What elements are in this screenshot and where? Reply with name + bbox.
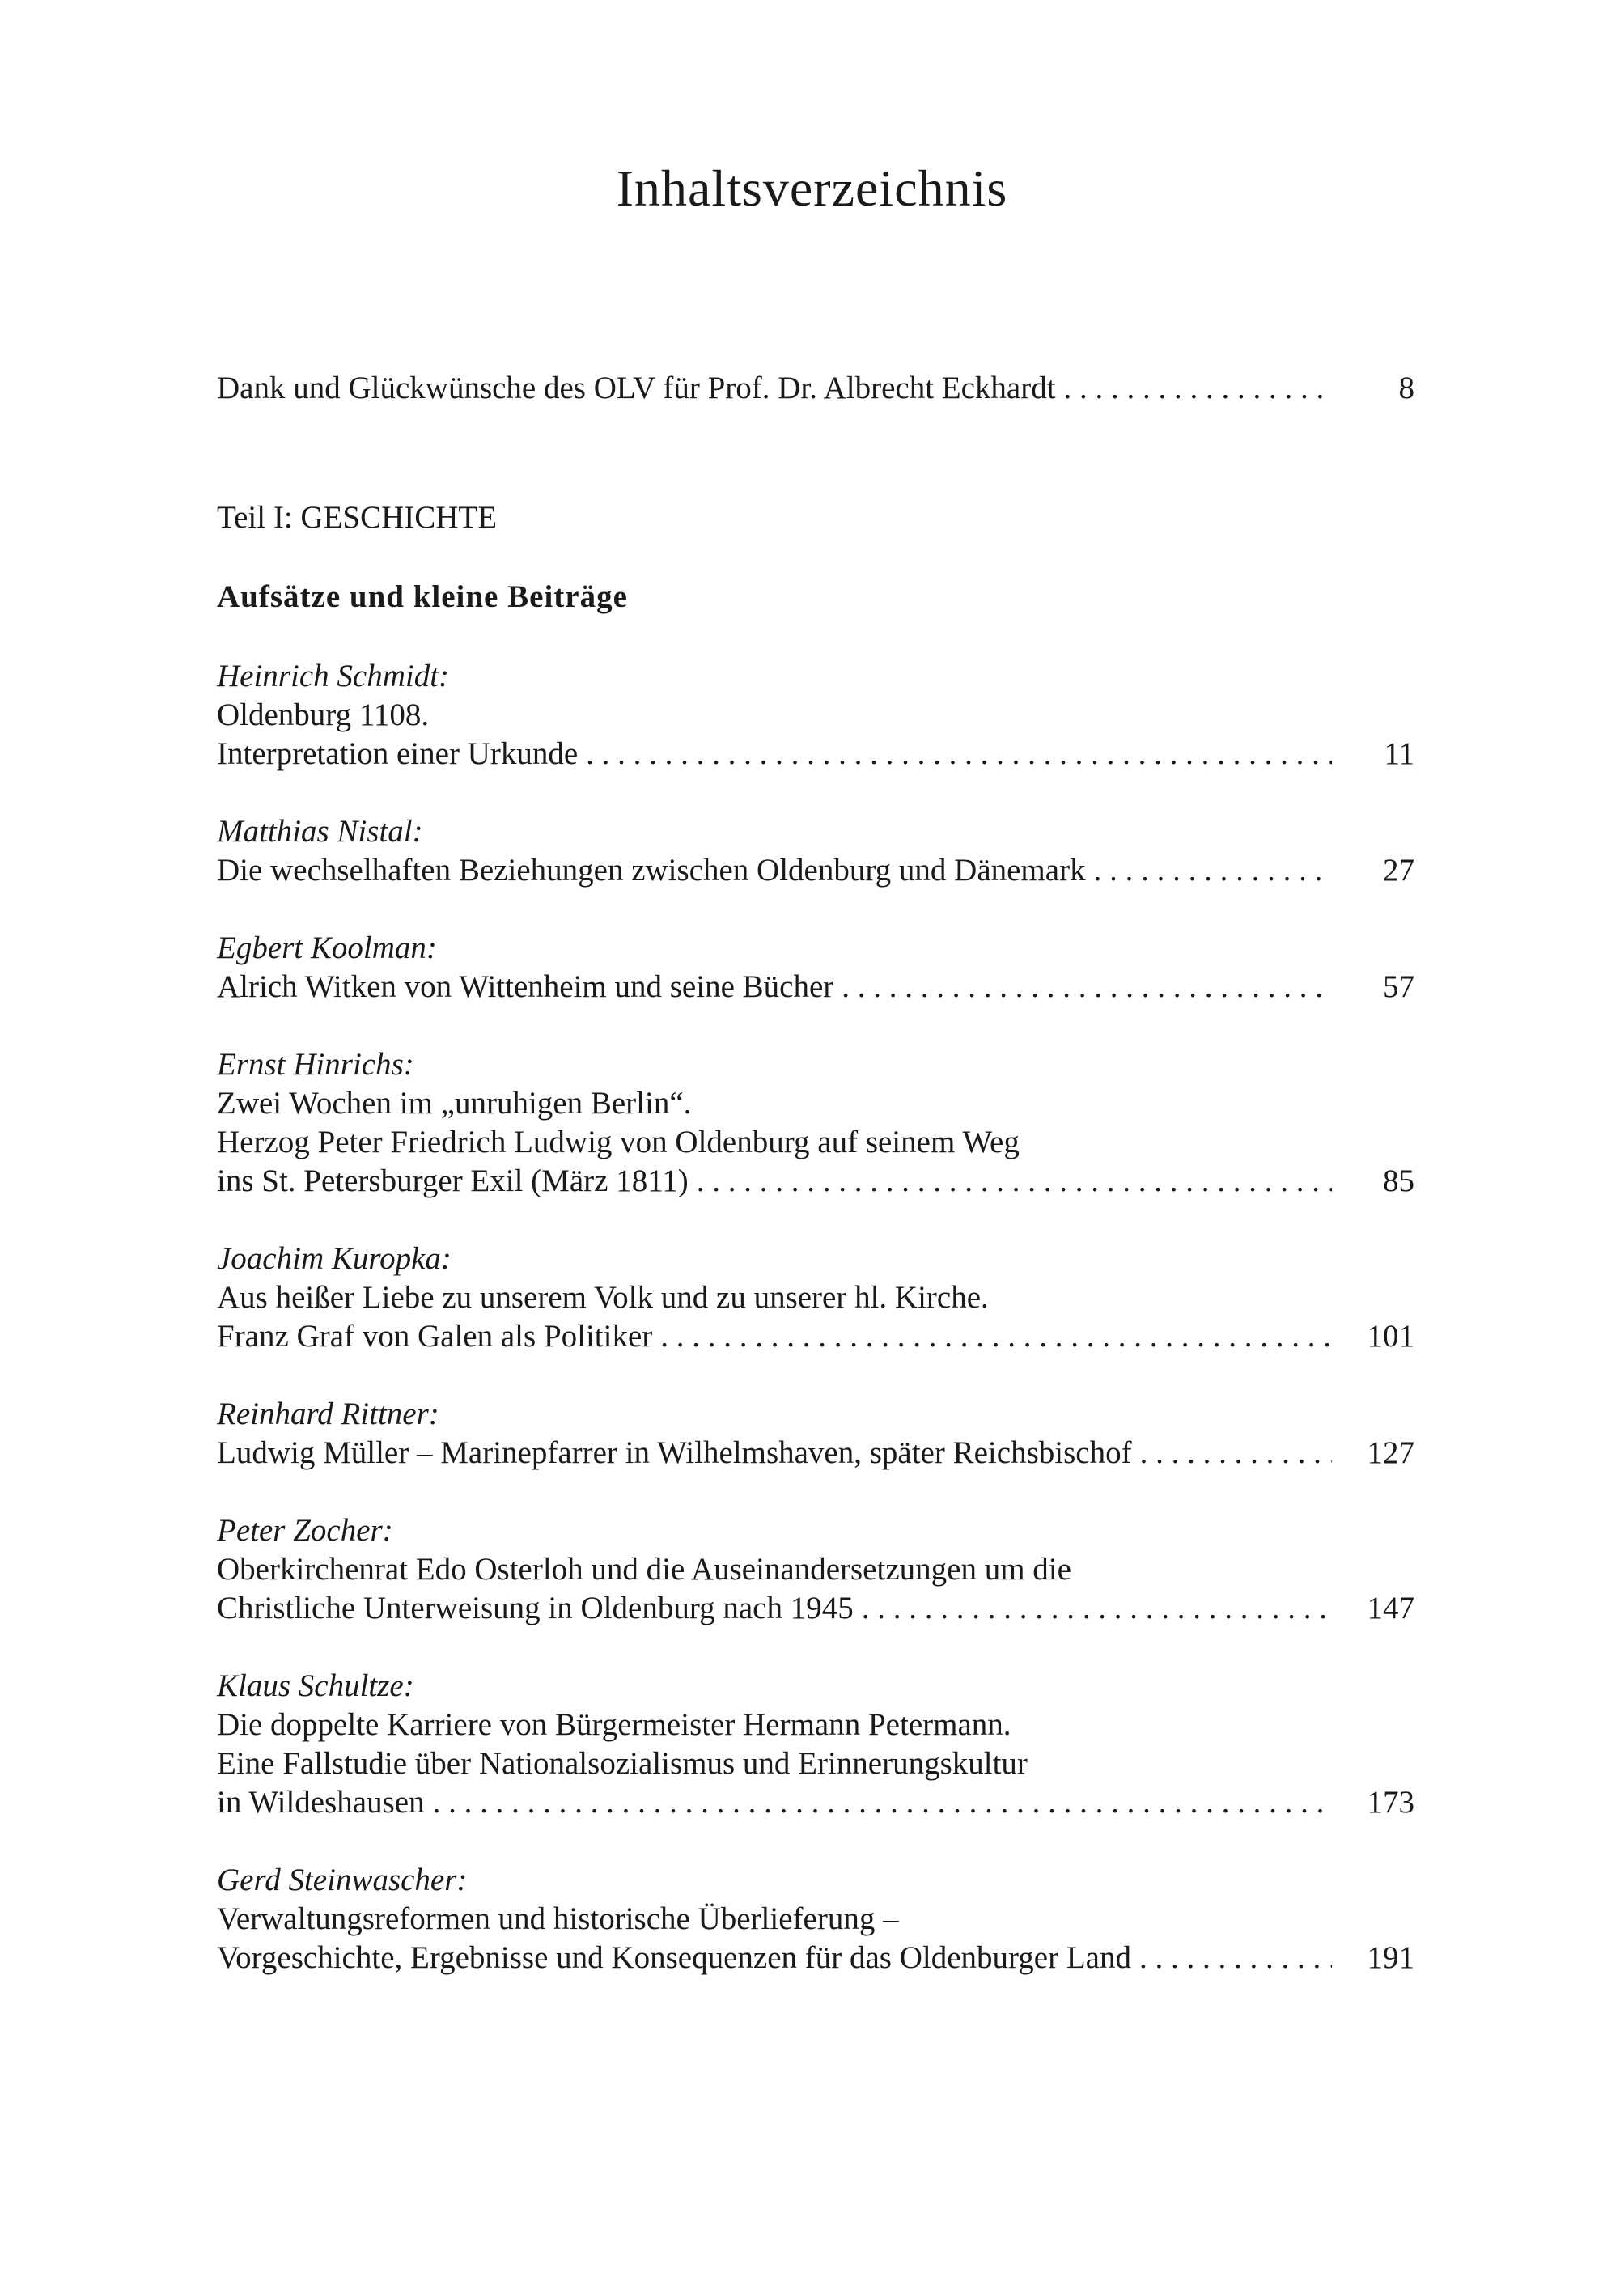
toc-title-line: Zwei Wochen im „unruhigen Berlin“. — [217, 1086, 692, 1121]
toc-title-line: Interpretation einer Urkunde — [217, 736, 579, 771]
dot-leader — [842, 968, 1332, 1007]
toc-title-line: Eine Fallstudie über Nationalsozialismus und Erinnerungskultur — [217, 1746, 1028, 1781]
toc-title-line: Oldenburg 1108. — [217, 697, 430, 732]
toc-title-line: Die doppelte Karriere von Bürgermeister Hermann Petermann. — [217, 1707, 1011, 1742]
toc-author: Egbert Koolman: — [217, 930, 437, 965]
dot-leader — [586, 735, 1332, 774]
toc-author: Matthias Nistal: — [217, 814, 423, 849]
toc-author: Reinhard Rittner: — [217, 1397, 439, 1431]
dot-leader — [433, 1783, 1332, 1822]
toc-page-number: 101 — [1367, 1319, 1414, 1354]
toc-title-line: Vorgeschichte, Ergebnisse und Konsequenzen für das Oldenburger Land — [217, 1940, 1131, 1975]
toc-page-number: 191 — [1367, 1940, 1414, 1975]
toc-page-number: 173 — [1367, 1785, 1414, 1820]
toc-page-number: 127 — [1367, 1435, 1414, 1470]
toc-author: Joachim Kuropka: — [217, 1241, 452, 1276]
toc-author: Peter Zocher: — [217, 1513, 393, 1548]
toc-author: Gerd Steinwascher: — [217, 1863, 468, 1897]
toc-author: Ernst Hinrichs: — [217, 1047, 414, 1082]
toc-title-line: Verwaltungsreformen und historische Überlieferung – — [217, 1901, 899, 1936]
toc-title-line: in Wildeshausen — [217, 1785, 425, 1820]
toc-entry — [217, 968, 1414, 1007]
part-heading: Teil I: GESCHICHTE — [217, 500, 498, 535]
toc-title-line: Franz Graf von Galen als Politiker — [217, 1319, 653, 1354]
toc-entry — [217, 1589, 1414, 1628]
toc-page-number: 57 — [1383, 969, 1414, 1004]
dot-leader — [697, 1162, 1332, 1201]
toc-title-line: Herzog Peter Friedrich Ludwig von Oldenburg auf seinem Weg — [217, 1125, 1020, 1159]
toc-entry-intro — [217, 369, 1414, 408]
toc-title-line: Christliche Unterweisung in Oldenburg nach 1945 — [217, 1591, 854, 1625]
toc-title-line: Alrich Witken von Wittenheim und seine Bücher — [217, 969, 834, 1004]
page-title: Inhaltsverzeichnis — [616, 159, 1008, 217]
toc-title-line: Ludwig Müller – Marinepfarrer in Wilhelmshaven, später Reichsbischof — [217, 1435, 1132, 1470]
toc-title-line: Oberkirchenrat Edo Osterloh und die Auseinandersetzungen um die — [217, 1552, 1071, 1587]
toc-entry — [217, 735, 1414, 774]
toc-entry — [217, 1162, 1414, 1201]
toc-page-number: 147 — [1367, 1591, 1414, 1625]
toc-author: Klaus Schultze: — [217, 1668, 414, 1703]
toc-page-number: 85 — [1383, 1163, 1414, 1198]
toc-entry — [217, 851, 1414, 890]
dot-leader — [1064, 369, 1332, 408]
dot-leader — [1094, 851, 1332, 890]
dot-leader — [862, 1589, 1332, 1628]
toc-entry-title: Dank und Glückwünsche des OLV für Prof. Dr. Albrecht Eckhardt — [217, 371, 1056, 405]
section-heading: Aufsätze und kleine Beiträge — [217, 579, 628, 614]
toc-title-line: Die wechselhaften Beziehungen zwischen Oldenburg und Dänemark — [217, 853, 1086, 888]
toc-page-number: 11 — [1384, 736, 1414, 771]
toc-author: Heinrich Schmidt: — [217, 659, 450, 693]
toc-title-line: ins St. Petersburger Exil (März 1811) — [217, 1163, 689, 1198]
dot-leader — [660, 1317, 1332, 1356]
toc-entry — [217, 1939, 1414, 1977]
toc-title-line: Aus heißer Liebe zu unserem Volk und zu unserer hl. Kirche. — [217, 1280, 989, 1315]
toc-page-number: 8 — [1398, 371, 1414, 405]
dot-leader — [1139, 1939, 1332, 1977]
dot-leader — [1140, 1434, 1332, 1473]
toc-entry — [217, 1434, 1414, 1473]
toc-page-number: 27 — [1383, 853, 1414, 888]
toc-entry — [217, 1317, 1414, 1356]
toc-entry — [217, 1783, 1414, 1822]
